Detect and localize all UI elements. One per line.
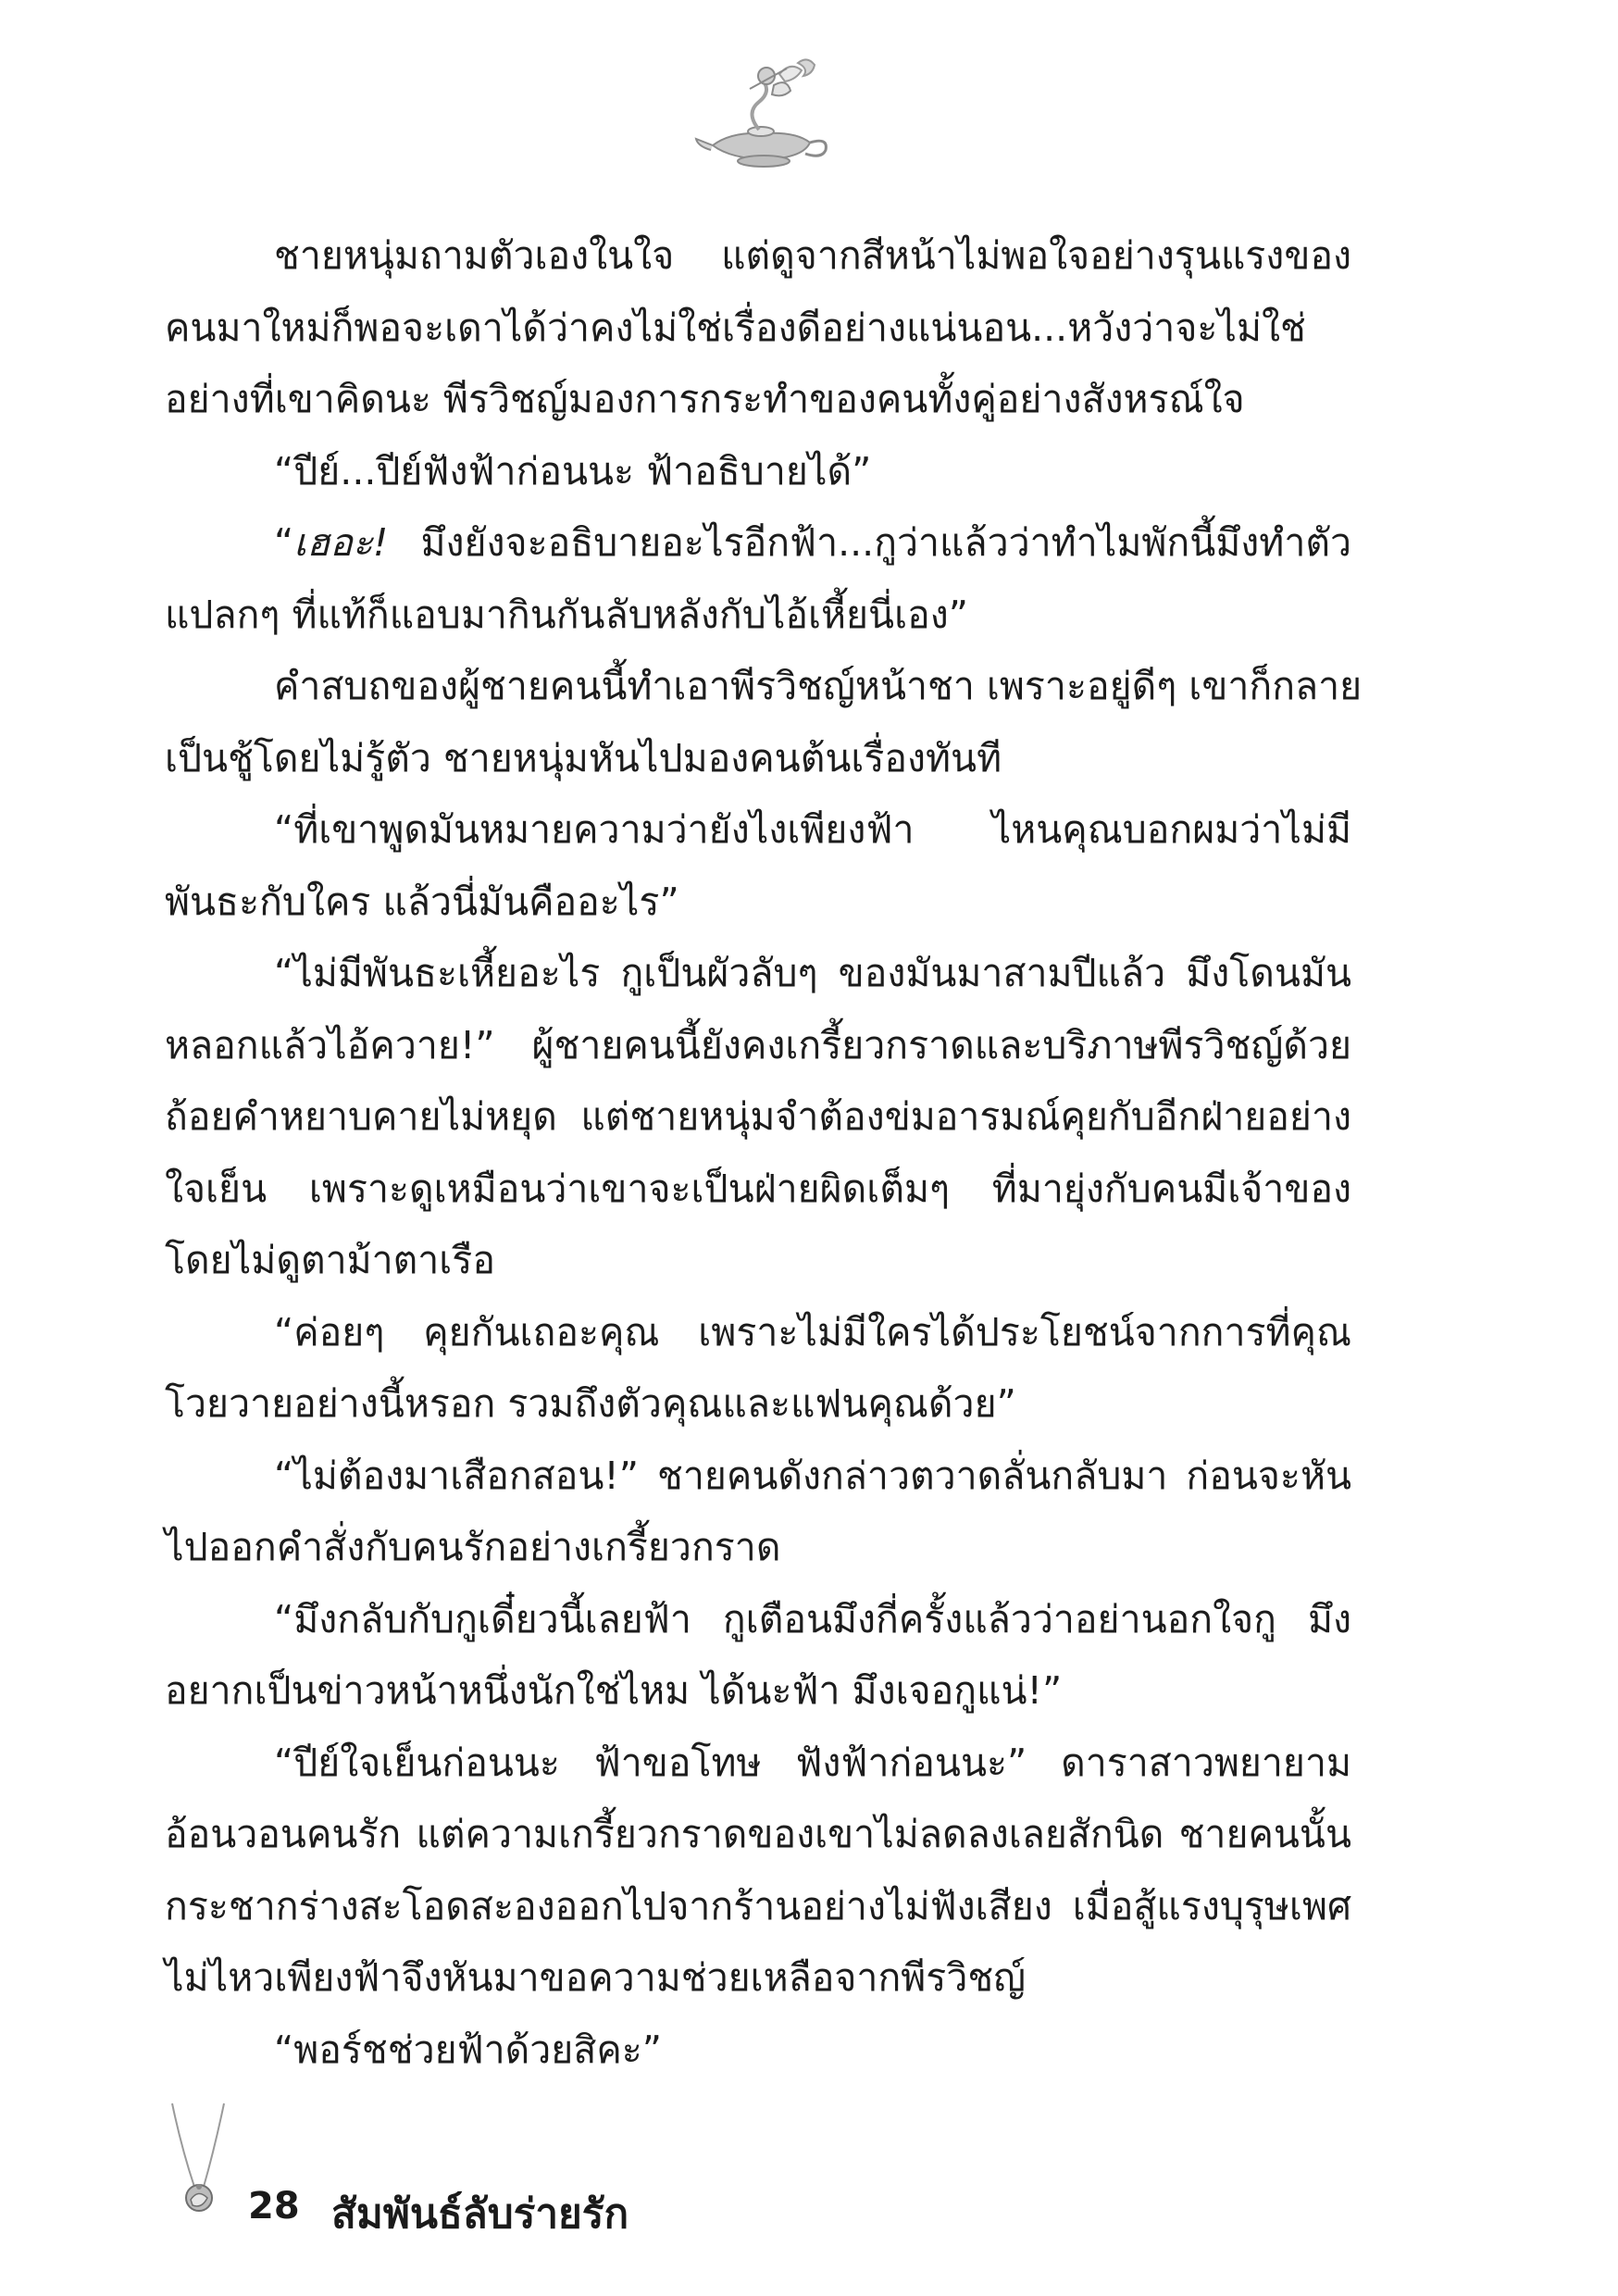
paragraph-line: ใจเย็น เพราะดูเหมือนว่าเขาจะเป็นฝ่ายผิดเต็มๆ ที่มายุ่งกับคนมีเจ้าของ bbox=[165, 1166, 1351, 1211]
paragraph-line: อย่างที่เขาคิดนะ พีรวิชญ์มองการกระทำของคนทั้งคู่อย่างสังหรณ์ใจ bbox=[165, 377, 1245, 421]
paragraph-line: พันธะกับใคร แล้วนี่มันคืออะไร” bbox=[165, 879, 679, 924]
paragraph-line: “พอร์ชช่วยฟ้าด้วยสิคะ” bbox=[274, 2027, 663, 2072]
paragraph-line: ถ้อยคำหยาบคายไม่หยุด แต่ชายหนุ่มจำต้องข่มอารมณ์คุยกับอีกฝ่ายอย่าง bbox=[165, 1094, 1351, 1139]
paragraph-line: ไปออกคำสั่งกับคนรักอย่างเกรี้ยวกราด bbox=[165, 1525, 781, 1569]
book-title: สัมพันธ์ลับร่ายรัก bbox=[331, 2190, 629, 2238]
italic-exclamation: เฮอะ! bbox=[293, 520, 389, 565]
paragraph-line: กระชากร่างสะโอดสะองออกไปจากร้านอย่างไม่ฟังเสียง เมื่อสู้แรงบุรุษเพศ bbox=[165, 1883, 1351, 1928]
paragraph-line: “มึงกลับกับกูเดี๋ยวนี้เลยฟ้า กูเตือนมึงกี่ครั้งแล้วว่าอย่านอกใจกู มึง bbox=[274, 1596, 1351, 1641]
magic-lamp-with-cupid-icon bbox=[694, 57, 833, 173]
paragraph-line: โดยไม่ดูตาม้าตาเรือ bbox=[165, 1238, 495, 1282]
necklace-pendant-icon bbox=[167, 2102, 241, 2231]
page-footer bbox=[167, 2102, 722, 2240]
paragraph-line: “ไม่มีพันธะเหี้ยอะไร กูเป็นผัวลับๆ ของมันมาสามปีแล้ว มึงโดนมัน bbox=[274, 951, 1351, 995]
paragraph-line: อยากเป็นข่าวหน้าหนึ่งนักใช่ไหม ได้นะฟ้า มึงเจอกูแน่!” bbox=[165, 1668, 1063, 1713]
paragraph-line: เป็นชู้โดยไม่รู้ตัว ชายหนุ่มหันไปมองคนต้นเรื่องทันที bbox=[165, 735, 1002, 780]
paragraph-line: คำสบถของผู้ชายคนนี้ทำเอาพีรวิชญ์หน้าชา เพราะอยู่ดีๆ เขาก็กลาย bbox=[274, 664, 1363, 708]
body-text bbox=[165, 220, 1363, 2086]
paragraph-line: คนมาใหม่ก็พอจะเดาได้ว่าคงไม่ใช่เรื่องดีอย่างแน่นอน...หวังว่าจะไม่ใช่ bbox=[165, 305, 1306, 350]
paragraph-line: หลอกแล้วไอ้ควาย!” ผู้ชายคนนี้ยังคงเกรี้ยวกราดและบริภาษพีรวิชญ์ด้วย bbox=[165, 1022, 1351, 1067]
paragraph-line: “ค่อยๆ คุยกันเถอะคุณ เพราะไม่มีใครได้ประโยชน์จากการที่คุณ bbox=[274, 1309, 1351, 1354]
line-rest: มึงยังจะอธิบายอะไรอีกฟ้า...กูว่าแล้วว่าทำไมพักนี้มึงทำตัว bbox=[420, 520, 1351, 565]
paragraph-line: “ไม่ต้องมาเสือกสอน!” ชายคนดังกล่าวตวาดลั่นกลับมา ก่อนจะหัน bbox=[274, 1453, 1351, 1498]
paragraph-line: อ้อนวอนคนรัก แต่ความเกรี้ยวกราดของเขาไม่ลดลงเลยสักนิด ชายคนนั้น bbox=[165, 1812, 1351, 1856]
paragraph-line: โวยวายอย่างนี้หรอก รวมถึงตัวคุณและแฟนคุณด้วย” bbox=[165, 1381, 1016, 1426]
paragraph-line: ไม่ไหวเพียงฟ้าจึงหันมาขอความช่วยเหลือจากพีรวิชญ์ bbox=[165, 1955, 1027, 2000]
open-quote: “ bbox=[274, 520, 294, 565]
paragraph-line: “ปีย์...ปีย์ฟังฟ้าก่อนนะ ฟ้าอธิบายได้” bbox=[274, 448, 872, 493]
paragraph-line: “ที่เขาพูดมันหมายความว่ายังไงเพียงฟ้า ไหนคุณบอกผมว่าไม่มี bbox=[274, 807, 1351, 852]
paragraph-line: แปลกๆ ที่แท้ก็แอบมากินกันลับหลังกับไอ้เหี้ยนี่เอง” bbox=[165, 592, 968, 637]
paragraph-line: “ปีย์ใจเย็นก่อนนะ ฟ้าขอโทษ ฟังฟ้าก่อนนะ” ดาราสาวพยายาม bbox=[274, 1740, 1351, 1785]
paragraph-line bbox=[165, 507, 1351, 580]
page-number: 28 bbox=[248, 2185, 300, 2227]
paragraph-line: ชายหนุ่มถามตัวเองในใจ แต่ดูจากสีหน้าไม่พอใจอย่างรุนแรงของ bbox=[274, 233, 1351, 278]
